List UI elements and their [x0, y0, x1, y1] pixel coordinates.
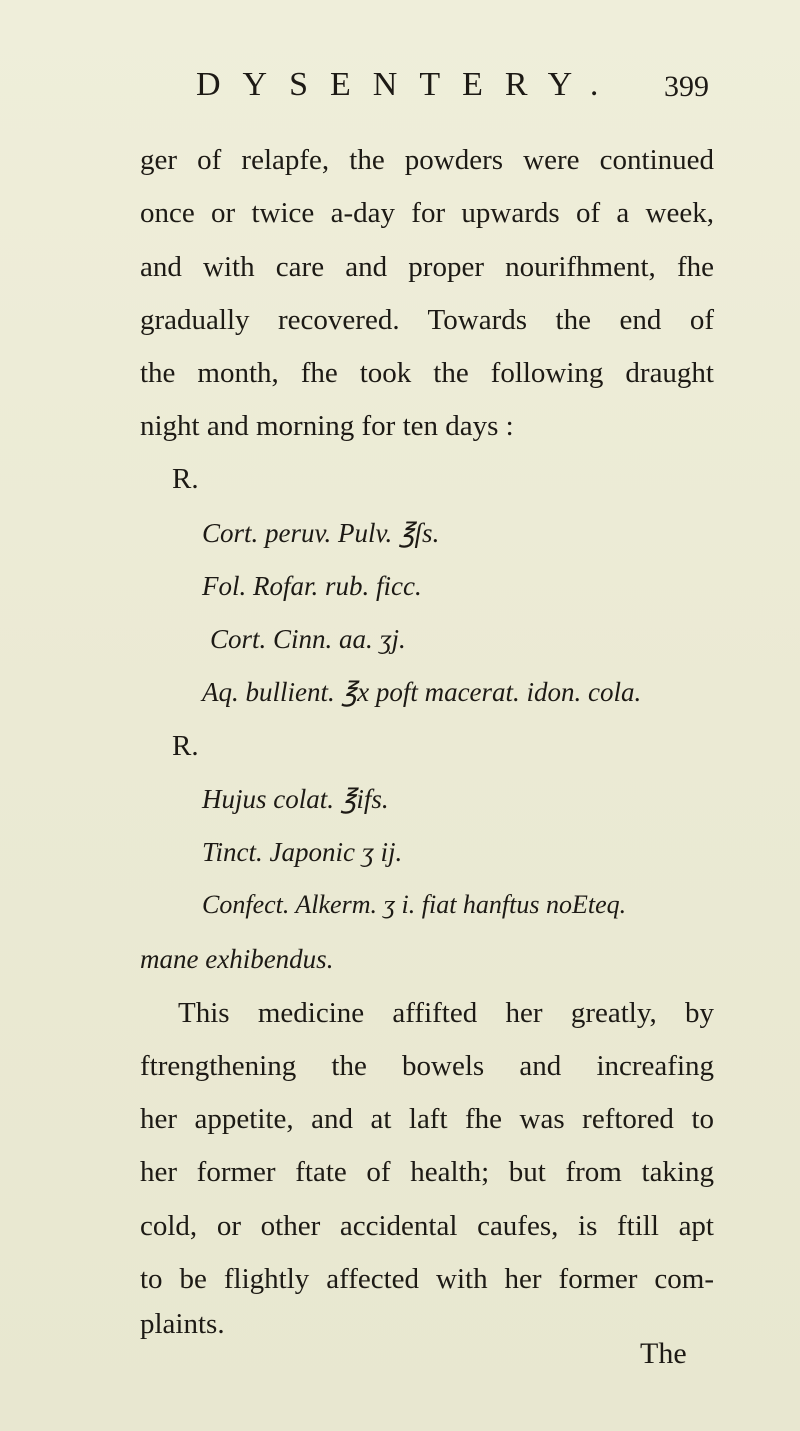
- prescription-line: mane exhibendus.: [140, 944, 334, 974]
- text-line: her appetite, and at laft fhe was reftored to: [140, 1103, 714, 1135]
- recipe-symbol: R.: [172, 730, 199, 762]
- text-line: plaints.: [140, 1308, 225, 1340]
- running-title: DYSENTERY.: [196, 66, 621, 103]
- text-line: and with care and proper nourifhment, fhe: [140, 251, 714, 283]
- text-line: her former ftate of health; but from taking: [140, 1156, 714, 1188]
- catchword: The: [640, 1337, 687, 1370]
- prescription-line: Cort. peruv. Pulv. ℥ſs.: [202, 518, 440, 548]
- text-line: once or twice a-day for upwards of a week,: [140, 197, 714, 229]
- page-number: 399: [664, 70, 709, 103]
- prescription-line: Cort. Cinn. aa. ʒj.: [210, 624, 406, 654]
- text-line: ger of relapfe, the powders were continued: [140, 144, 714, 176]
- prescription-line: Hujus colat. ℥ifs.: [202, 784, 389, 814]
- text-line: to be flightly affected with her former com-: [140, 1263, 714, 1295]
- text-line: ftrengthening the bowels and increafing: [140, 1050, 714, 1082]
- recipe-symbol: R.: [172, 463, 199, 495]
- prescription-line: Confect. Alkerm. ʒ i. fiat hanftus noEteq.: [202, 890, 627, 919]
- text-line: gradually recovered. Towards the end of: [140, 304, 714, 336]
- text-line: This medicine affifted her greatly, by: [178, 997, 714, 1029]
- prescription-line: Aq. bullient. ℥x poft macerat. idon. cola.: [202, 677, 642, 707]
- text-line: cold, or other accidental caufes, is ftill apt: [140, 1210, 714, 1242]
- prescription-line: Fol. Rofar. rub. ficc.: [202, 571, 422, 601]
- prescription-line: Tinct. Japonic ʒ ij.: [202, 837, 403, 867]
- text-line: night and morning for ten days :: [140, 410, 514, 442]
- text-line: the month, fhe took the following draught: [140, 357, 714, 389]
